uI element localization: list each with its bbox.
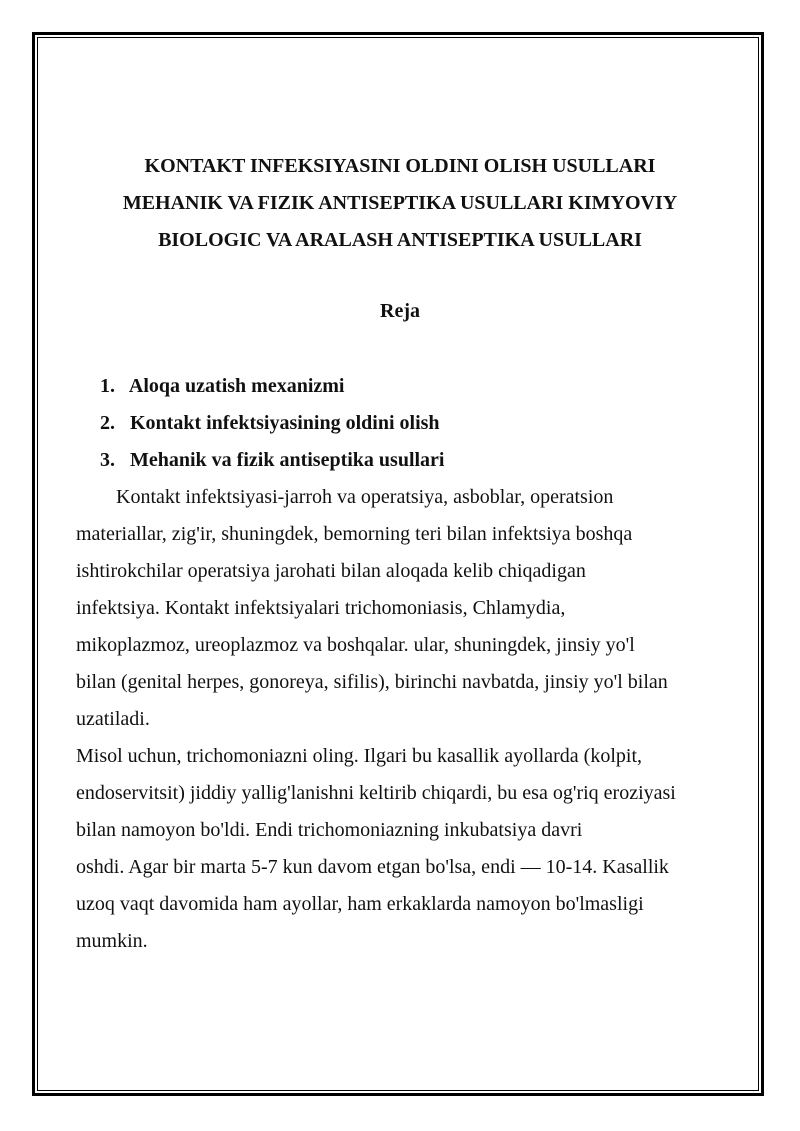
body-line: mikoplazmoz, ureoplazmoz va boshqalar. ular, shuningdek, jinsiy yo'l — [76, 634, 635, 656]
plan-item-number: 1. — [100, 375, 115, 397]
body-text — [76, 479, 736, 960]
body-line: mumkin. — [76, 930, 148, 952]
title-line: KONTAKT INFEKSIYASINI OLDINI OLISH USULLARI — [144, 155, 656, 177]
body-line: uzatiladi. — [76, 708, 150, 730]
plan-heading: Reja — [380, 300, 420, 322]
body-line: oshdi. Agar bir marta 5-7 kun davom etgan bo'lsa, endi — 10-14. Kasallik — [76, 856, 669, 878]
body-line: bilan (genital herpes, gonoreya, sifilis), birinchi navbatda, jinsiy yo'l bilan — [76, 671, 668, 693]
body-line: Misol uchun, trichomoniazni oling. Ilgari bu kasallik ayollarda (kolpit, — [76, 745, 642, 767]
body-line: materiallar, zig'ir, shuningdek, bemorning teri bilan infektsiya boshqa — [76, 523, 633, 545]
body-line: infektsiya. Kontakt infektsiyalari trichomoniasis, Chlamydia, — [76, 597, 566, 619]
title-line: BIOLOGIC VA ARALASH ANTISEPTIKA USULLARI — [158, 229, 642, 251]
body-line: endoservitsit) jiddiy yallig'lanishni keltirib chiqardi, bu esa og'riq eroziyasi — [76, 782, 676, 804]
body-line: ishtirokchilar operatsiya jarohati bilan aloqada kelib chiqadigan — [76, 560, 586, 582]
plan-item-text: Kontakt infektsiyasining oldini olish — [130, 412, 440, 434]
plan-item-number: 2. — [100, 412, 115, 434]
body-line: Kontakt infektsiyasi-jarroh va operatsiya, asboblar, operatsion — [116, 486, 614, 508]
document-title — [76, 148, 724, 259]
plan-item — [100, 442, 445, 479]
body-line: bilan namoyon bo'ldi. Endi trichomoniazning inkubatsiya davri — [76, 819, 583, 841]
body-line: uzoq vaqt davomida ham ayollar, ham erkaklarda namoyon bo'lmasligi — [76, 893, 644, 915]
plan-item — [100, 405, 445, 442]
plan-item-text: Aloqa uzatish mexanizmi — [128, 375, 345, 397]
plan-list — [100, 368, 445, 479]
plan-item-number: 3. — [100, 449, 115, 471]
title-line: MEHANIK VA FIZIK ANTISEPTIKA USULLARI KIMYOVIY — [122, 192, 678, 214]
plan-item — [100, 368, 445, 405]
plan-item-text: Mehanik va fizik antiseptika usullari — [130, 449, 445, 471]
